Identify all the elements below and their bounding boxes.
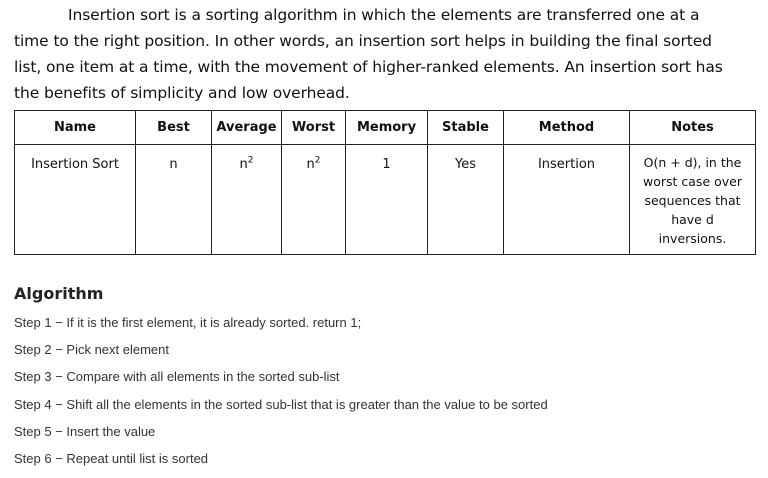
notes-line: O(n + d), in the bbox=[643, 155, 742, 170]
algorithm-step: Step 4 − Shift all the elements in the sorted sub-list that is greater than the value to be sorted bbox=[14, 396, 548, 412]
average-exponent: 2 bbox=[247, 155, 254, 166]
algorithm-step: Step 3 − Compare with all elements in the sorted sub-list bbox=[14, 369, 340, 385]
intro-paragraph bbox=[14, 2, 754, 106]
notes-line: have d bbox=[671, 212, 714, 227]
algorithm-step: Step 5 − Insert the value bbox=[14, 423, 156, 439]
header-worst: Worst bbox=[282, 111, 346, 145]
algorithm-step: Step 2 − Pick next element bbox=[14, 342, 170, 358]
algorithm-step: Step 1 − If it is the first element, it is already sorted. return 1; bbox=[14, 315, 362, 330]
intro-line: list, one item at a time, with the movement of higher-ranked elements. An insertion sort has bbox=[14, 58, 723, 76]
cell-worst bbox=[282, 145, 346, 255]
notes-line: worst case over bbox=[643, 174, 742, 189]
header-method: Method bbox=[504, 111, 630, 145]
cell-average bbox=[212, 145, 282, 255]
table-row bbox=[15, 145, 756, 255]
cell-best: n bbox=[136, 145, 212, 255]
header-stable: Stable bbox=[428, 111, 504, 145]
algorithm-step: Step 6 − Repeat until list is sorted bbox=[14, 450, 209, 466]
header-memory: Memory bbox=[346, 111, 428, 145]
cell-memory: 1 bbox=[346, 145, 428, 255]
worst-base: n bbox=[306, 157, 315, 172]
cell-method: Insertion bbox=[504, 145, 630, 255]
worst-exponent: 2 bbox=[314, 155, 321, 166]
sorting-properties-table bbox=[14, 110, 756, 255]
intro-line: the benefits of simplicity and low overhead. bbox=[14, 84, 350, 102]
table-header-row bbox=[15, 111, 756, 145]
header-average: Average bbox=[212, 111, 282, 145]
intro-line: time to the right position. In other words, an insertion sort helps in building the final sorted bbox=[14, 32, 712, 50]
notes-line: sequences that bbox=[644, 193, 741, 208]
header-notes: Notes bbox=[630, 111, 756, 145]
notes-line: inversions. bbox=[658, 231, 727, 246]
cell-notes bbox=[630, 145, 756, 255]
header-best: Best bbox=[136, 111, 212, 145]
header-name: Name bbox=[15, 111, 136, 145]
algorithm-steps bbox=[14, 313, 548, 476]
cell-stable: Yes bbox=[428, 145, 504, 255]
intro-line: Insertion sort is a sorting algorithm in which the elements are transferred one at a bbox=[68, 6, 700, 24]
algorithm-heading: Algorithm bbox=[14, 284, 104, 303]
cell-name: Insertion Sort bbox=[15, 145, 136, 255]
average-base: n bbox=[239, 157, 248, 172]
